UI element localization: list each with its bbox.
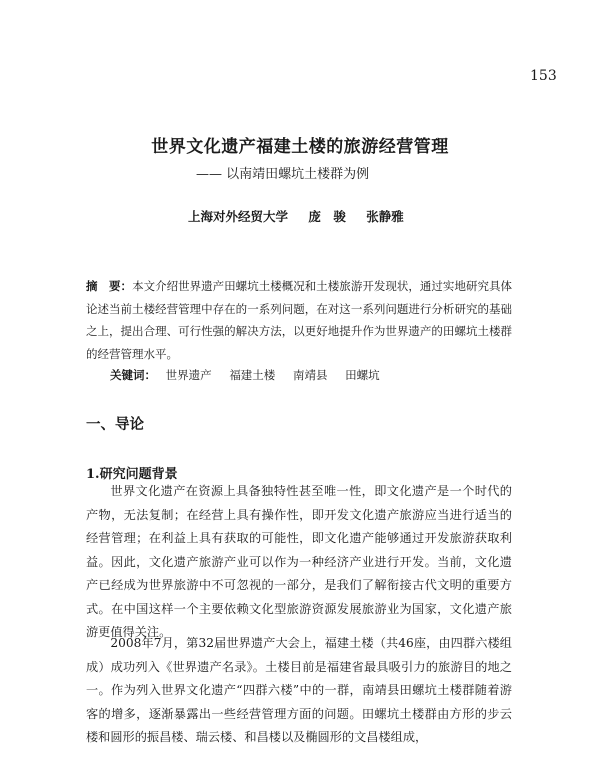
author-name: 张静雅 — [366, 209, 404, 224]
affiliation: 上海对外经贸大学 — [188, 209, 289, 224]
keyword: 福建土楼 — [229, 368, 276, 382]
keywords — [110, 367, 394, 383]
author-line — [188, 207, 420, 225]
keyword: 田螺坑 — [345, 368, 380, 382]
subsection-heading: 1.研究问题背景 — [86, 467, 178, 482]
author-name: 庞 骏 — [308, 209, 346, 224]
abstract-label: 摘 要： — [86, 279, 133, 293]
body-paragraph: 世界文化遗产在资源上具备独特性甚至唯一性，即文化遗产是一个时代的产物，无法复制；在经营上具有操作性，即开发文化遗产旅游应当进行适当的经营管理；在利益上具有获取的可能性，即文化遗产能够通过开发旅游获取利益。因此，文化遗产旅游产业可以作为一种经济产业进行开发。当前，文化遗产已经成为世界旅游中不可忽视的一部分，是我们了解衔接古代文明的重要方式。在中国这样一个主要依赖文化型旅游资源发展旅游业为国家，文化遗产旅游更值得关注。 — [86, 484, 512, 639]
keyword: 南靖县 — [292, 368, 328, 382]
keyword: 世界遗产 — [165, 368, 212, 382]
article-title: 世界文化遗产福建土楼的旅游经营管理 — [151, 137, 449, 157]
abstract — [86, 275, 512, 365]
keywords-label: 关键词： — [110, 368, 156, 382]
article-subtitle: —— 以南靖田螺坑土楼群为例 — [196, 167, 370, 182]
section-heading: 一、导论 — [86, 416, 144, 433]
abstract-text: 本文介绍世界遗产田螺坑土楼概况和土楼旅游开发现状，通过实地研究具体论述当前土楼经营管理中存在的一系列问题，在对这一系列问题进行分析研究的基础之上，提出合理、可行性强的解决方法，以更好地提升作为世界遗产的田螺坑土楼群的经营管理水平。 — [86, 279, 513, 361]
body-paragraph: 2008年7月，第32届世界遗产大会上，福建土楼（共46座，由四群六楼组成）成功列入《世界遗产名录》。土楼目前是福建省最具吸引力的旅游目的地之一。作为列入世界文化遗产“四群六楼”中的一群，南靖县田螺坑土楼群随着游客的增多，逐渐暴露出一些经营管理方面的问题。田螺坑土楼群由方形的步云楼和圆形的振昌楼、瑞云楼、和昌楼以及椭圆形的文昌楼组成， — [86, 636, 512, 744]
page-number: 153 — [530, 68, 557, 84]
